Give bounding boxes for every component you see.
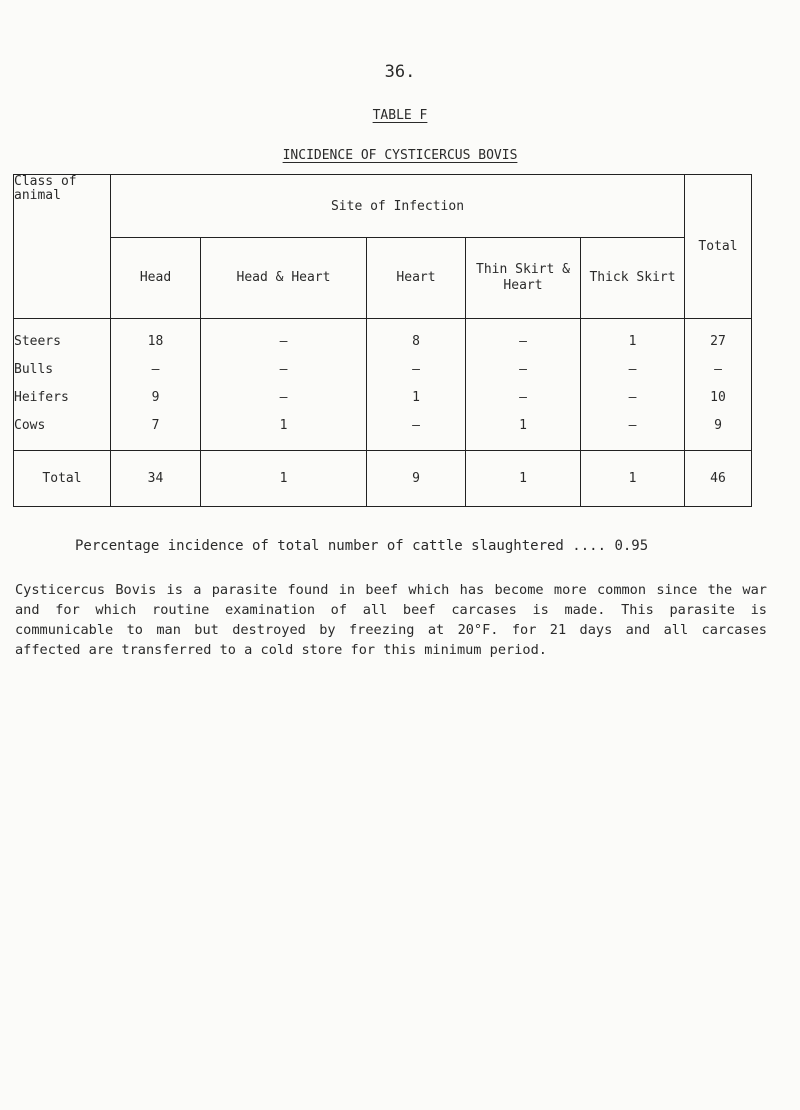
table-footer bbox=[14, 450, 752, 506]
table-cell: – bbox=[581, 383, 685, 411]
row-label: Heifers bbox=[14, 383, 111, 411]
page-number: 36. bbox=[384, 62, 416, 82]
table-cell: 1 bbox=[581, 319, 685, 356]
table-label bbox=[0, 108, 800, 123]
table-cell: – bbox=[201, 383, 367, 411]
total-cell: 1 bbox=[466, 450, 581, 506]
total-row bbox=[14, 450, 752, 506]
total-cell: 1 bbox=[201, 450, 367, 506]
row-label: Bulls bbox=[14, 356, 111, 384]
column-header-head: Head bbox=[111, 238, 201, 319]
table-cell: 1 bbox=[367, 383, 466, 411]
body-paragraph: Cysticercus Bovis is a parasite found in beef which has become more common since the war and for which routine examination of all beef carcases is made. This parasite is communicable to man but destroyed by freezing at 20°F. for 21 days and all carcases affected are transferred to a cold store for this minimum period. bbox=[15, 582, 767, 658]
site-of-infection-header: Site of Infection bbox=[111, 175, 685, 238]
table-row bbox=[14, 356, 752, 384]
table-cell: 1 bbox=[466, 411, 581, 451]
column-header-thick-skirt: Thick Skirt bbox=[581, 238, 685, 319]
table-cell: 1 bbox=[201, 411, 367, 451]
grand-total: 46 bbox=[685, 450, 752, 506]
table-cell: – bbox=[367, 411, 466, 451]
table-cell: 9 bbox=[111, 383, 201, 411]
row-total: 9 bbox=[685, 411, 752, 451]
table-body bbox=[14, 319, 752, 451]
row-label: Cows bbox=[14, 411, 111, 451]
column-header-thin-skirt-heart: Thin Skirt & Heart bbox=[466, 238, 581, 319]
total-row-label: Total bbox=[14, 450, 111, 506]
table-cell: 7 bbox=[111, 411, 201, 451]
class-of-animal-header: Class of animal bbox=[14, 175, 111, 319]
table-row bbox=[14, 411, 752, 451]
row-label: Steers bbox=[14, 319, 111, 356]
table-row bbox=[14, 383, 752, 411]
table-cell: 18 bbox=[111, 319, 201, 356]
total-cell: 9 bbox=[367, 450, 466, 506]
table-cell: – bbox=[466, 319, 581, 356]
percentage-incidence-line: Percentage incidence of total number of cattle slaughtered .... 0.95 bbox=[75, 538, 649, 554]
table-row bbox=[14, 319, 752, 356]
column-header-heart: Heart bbox=[367, 238, 466, 319]
table-cell: – bbox=[201, 356, 367, 384]
page-title-text: INCIDENCE OF CYSTICERCUS BOVIS bbox=[282, 148, 518, 163]
row-total: – bbox=[685, 356, 752, 384]
table-cell: – bbox=[111, 356, 201, 384]
incidence-table bbox=[13, 174, 752, 507]
table-cell: – bbox=[581, 411, 685, 451]
table-cell: 8 bbox=[367, 319, 466, 356]
table-cell: – bbox=[367, 356, 466, 384]
total-column-header: Total bbox=[685, 175, 752, 319]
total-cell: 34 bbox=[111, 450, 201, 506]
table-cell: – bbox=[201, 319, 367, 356]
table-label-text: TABLE F bbox=[372, 108, 428, 123]
total-cell: 1 bbox=[581, 450, 685, 506]
row-total: 10 bbox=[685, 383, 752, 411]
table-cell: – bbox=[466, 383, 581, 411]
row-total: 27 bbox=[685, 319, 752, 356]
page-title bbox=[0, 148, 800, 163]
table-cell: – bbox=[466, 356, 581, 384]
table-cell: – bbox=[581, 356, 685, 384]
column-header-head-heart: Head & Heart bbox=[201, 238, 367, 319]
